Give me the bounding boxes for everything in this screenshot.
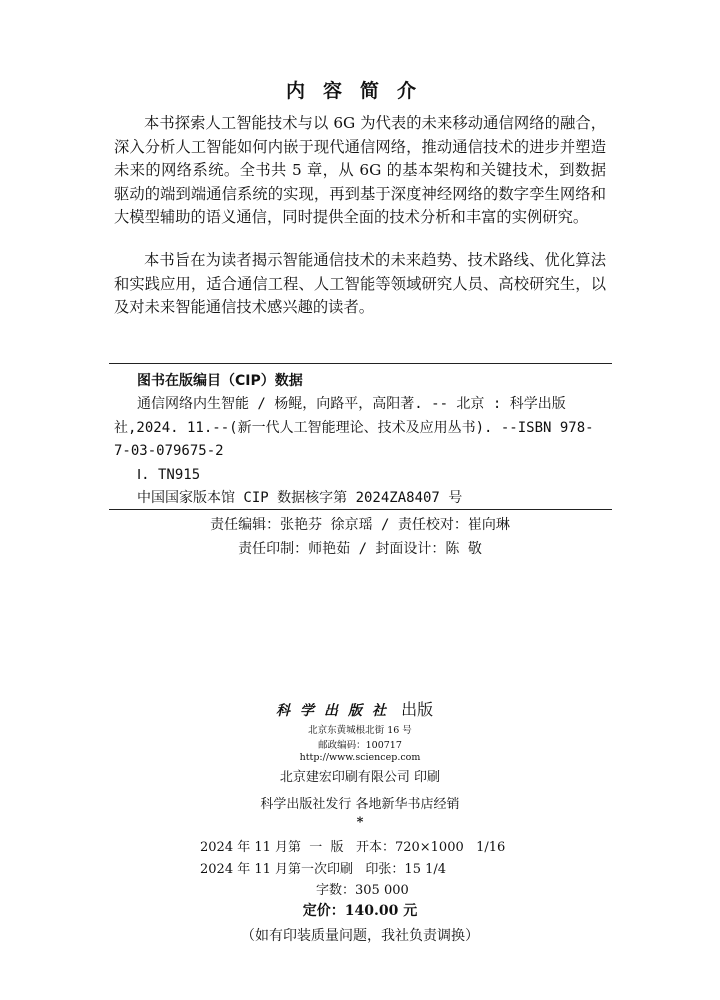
cip-record-number: 中国国家版本馆 CIP 数据核字第 2024ZA8407 号: [137, 490, 463, 506]
price: 定价：140.00 元: [302, 903, 418, 919]
summary-paragraph: 本书旨在为读者揭示智能通信技术的未来趋势、技术路线、优化算法和实践应用，适合通信工程、人工智能等领域研究人员、高校研究生，以及对未来智能通信技术感兴趣的读者。: [114, 251, 606, 317]
publisher-logo: 科学出版社: [276, 703, 396, 719]
printer-line: 北京建宏印刷有限公司 印刷: [279, 770, 441, 785]
editor-credits: 责任编辑：张艳芬 徐京瑶 / 责任校对：崔向琳: [210, 517, 510, 533]
word-count: 字数：305 000: [316, 883, 409, 898]
cip-classification: Ⅰ. TN915: [137, 466, 201, 483]
separator-star: *: [356, 815, 364, 830]
publisher-line: [276, 697, 433, 720]
summary-title: 内容简介: [285, 80, 434, 102]
edition-line: 2024 年 11 月第 一 版 开本：720×1000 1/16: [200, 840, 506, 855]
printing-line: 2024 年 11 月第一次印刷 印张：15 1/4: [200, 862, 447, 877]
publisher-address: 北京东黄城根北街 16 号: [308, 725, 412, 736]
cip-heading: 图书在版编目（CIP）数据: [137, 373, 303, 389]
quality-notice: （如有印装质量问题，我社负责调换）: [241, 928, 479, 944]
distribution-line: 科学出版社发行 各地新华书店经销: [260, 797, 460, 812]
publisher-url: http://www.sciencep.com: [299, 752, 421, 763]
cip-record: [114, 393, 610, 511]
divider: [109, 363, 612, 364]
publisher-postcode: 邮政编码：100717: [318, 740, 402, 751]
cip-line: 社,2024. 11.--(新一代人工智能理论、技术及应用丛书). --ISBN 978-: [114, 419, 594, 436]
divider: [109, 509, 612, 510]
production-credits: 责任印制：师艳茹 / 封面设计：陈 敬: [238, 541, 482, 557]
cip-line: 通信网络内生智能 / 杨鲲，向路平，高阳著. -- 北京 : 科学出版: [137, 396, 566, 412]
summary-paragraph: 本书探索人工智能技术与以 6G 为代表的未来移动通信网络的融合，深入分析人工智能如何内嵌于现代通信网络，推动通信技术的进步并塑造未来的网络系统。全书共 5 章，从 6G 的基本架构和关键技术，到数据驱动的端到端通信系统的实现，再到基于深度神经网络的数字孪生网络和大模型辅助的语义通信，同时提供全面的技术分析和丰富的实例研究。: [114, 114, 606, 227]
cip-line: 7-03-079675-2: [114, 443, 224, 459]
publish-label: 出版: [401, 700, 434, 719]
